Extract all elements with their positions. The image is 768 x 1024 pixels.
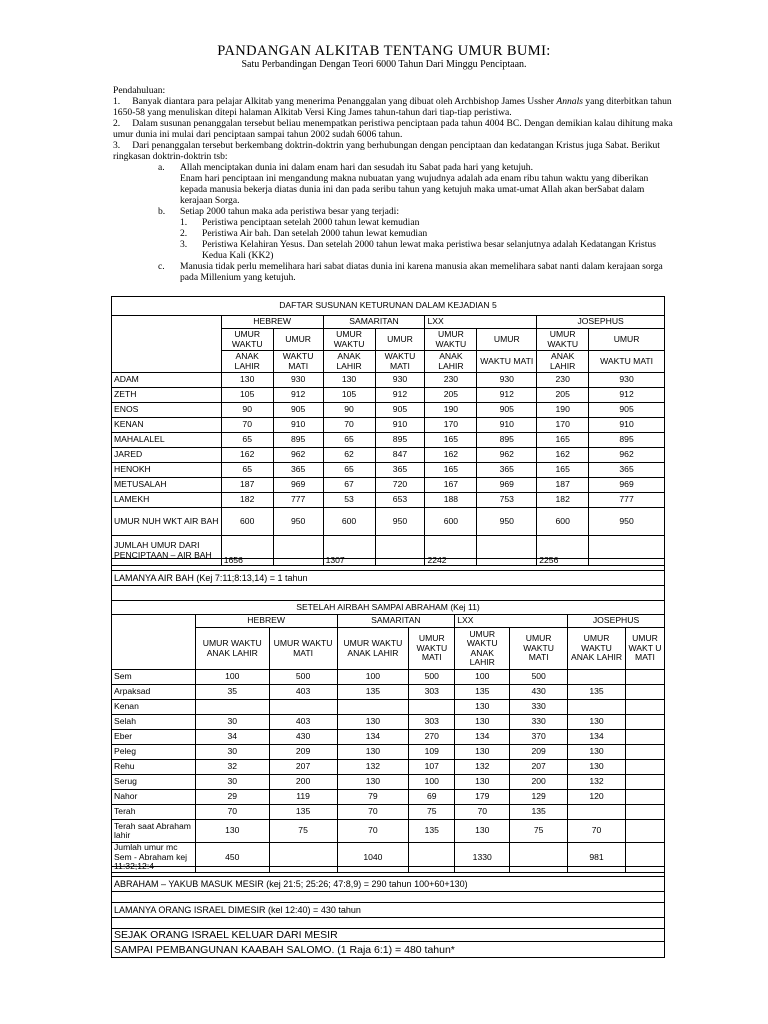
table-row: [112, 820, 665, 843]
table-cell: 69: [409, 790, 455, 805]
table2-sub: UMUR WAKTU MATI: [510, 628, 568, 670]
table-cell: 32: [195, 760, 269, 775]
row-label: HENOKH: [112, 463, 222, 478]
spacer-row: [111, 585, 665, 601]
table2-body: [112, 670, 665, 843]
b1-text: Peristiwa penciptaan setelah 2000 tahun lewat kemudian: [202, 217, 420, 228]
table-cell: 90: [323, 403, 375, 418]
table-cell: 205: [425, 388, 477, 403]
row-label: Arpaksad: [112, 685, 196, 700]
table-cell: 969: [589, 478, 665, 493]
table1-nuh-label: UMUR NUH WKT AIR BAH: [112, 508, 222, 536]
row-label: Serug: [112, 775, 196, 790]
table1-group: JOSEPHUS: [537, 316, 665, 329]
table-cell: 905: [375, 403, 425, 418]
table-cell: 65: [221, 433, 273, 448]
table2-title: SETELAH AIRBAH SAMPAI ABRAHAM (Kej 11): [112, 601, 665, 615]
table-cell: 165: [425, 463, 477, 478]
table-cell: 962: [477, 448, 537, 463]
table-cell: [568, 670, 626, 685]
table1-sub1: UMUR: [477, 329, 537, 351]
table-cell: 653: [375, 493, 425, 508]
row-label: ZETH: [112, 388, 222, 403]
table2-group: LXX: [455, 615, 568, 628]
table-cell: 753: [477, 493, 537, 508]
table2-sub: UMUR WAKTU MATI: [409, 628, 455, 670]
table-cell: 162: [221, 448, 273, 463]
table-row: [112, 478, 665, 493]
table-cell: 130: [568, 760, 626, 775]
table-cell: 79: [337, 790, 409, 805]
table-cell: 209: [269, 745, 337, 760]
table-cell: 403: [269, 685, 337, 700]
table-cell: [625, 805, 664, 820]
table-cell: 1330: [455, 843, 510, 873]
point-b-line: Setiap 2000 tahun maka ada peristiwa besar yang terjadi:: [180, 206, 399, 217]
table2-group: SAMARITAN: [337, 615, 455, 628]
table-cell: 187: [537, 478, 589, 493]
table-cell: 119: [269, 790, 337, 805]
row-label: Terah: [112, 805, 196, 820]
point-a: [113, 162, 673, 173]
table-cell: 130: [568, 745, 626, 760]
table-cell: 70: [337, 820, 409, 843]
table-cell: [625, 820, 664, 843]
table1-group: HEBREW: [221, 316, 323, 329]
table1-sub1: UMUR: [273, 329, 323, 351]
table-cell: 135: [337, 685, 409, 700]
table-cell: [625, 700, 664, 715]
table-cell: 182: [221, 493, 273, 508]
table-cell: 905: [589, 403, 665, 418]
table-row: [112, 715, 665, 730]
table-cell: 912: [589, 388, 665, 403]
genealogy-table-kej5: [111, 296, 665, 566]
table-cell: 270: [409, 730, 455, 745]
table2-sub: UMUR WAKT U MATI: [625, 628, 664, 670]
table-cell: 129: [510, 790, 568, 805]
table-cell: 65: [323, 463, 375, 478]
p1-text-b: yang diterbitkan tahun 1650-58 yang menuliskan ditepi halaman Alkitab Versi King James tahun-tahun dari tiap-tiap peristiwa.: [113, 96, 672, 118]
table1-group: LXX: [425, 316, 537, 329]
table-cell: 200: [510, 775, 568, 790]
table-row: [112, 670, 665, 685]
table-cell: 895: [589, 433, 665, 448]
intro-paragraph-2: [113, 118, 673, 140]
table-cell: 132: [568, 775, 626, 790]
row-label: METUSALAH: [112, 478, 222, 493]
table-cell: 950: [477, 508, 537, 536]
table-cell: 130: [337, 715, 409, 730]
row-label: Peleg: [112, 745, 196, 760]
table-row: [112, 685, 665, 700]
table1-sub2: WAKTU MATI: [589, 351, 665, 373]
table-cell: 162: [537, 448, 589, 463]
table1-body: [112, 373, 665, 508]
intro-paragraph-1: [113, 96, 673, 118]
table-cell: 130: [221, 373, 273, 388]
table-cell: 130: [337, 775, 409, 790]
table-cell: 930: [589, 373, 665, 388]
table-cell: [625, 775, 664, 790]
table-cell: 430: [269, 730, 337, 745]
point-a-label: a.: [158, 162, 165, 173]
table-cell: 969: [477, 478, 537, 493]
table1-sub1: UMUR: [375, 329, 425, 351]
table-cell: [625, 730, 664, 745]
table-cell: 1040: [337, 843, 409, 873]
table-cell: 132: [337, 760, 409, 775]
table1-group: SAMARITAN: [323, 316, 425, 329]
row-label: Nahor: [112, 790, 196, 805]
table-cell: 205: [537, 388, 589, 403]
table-cell: 905: [477, 403, 537, 418]
row-label: Sem: [112, 670, 196, 685]
table-cell: 200: [269, 775, 337, 790]
table1-title: DAFTAR SUSUNAN KETURUNAN DALAM KEJADIAN 5: [112, 297, 665, 316]
table-cell: 777: [589, 493, 665, 508]
table-cell: 895: [375, 433, 425, 448]
table-row: [112, 790, 665, 805]
table1-sub2: WAKTU MATI: [477, 351, 537, 373]
page-title: PANDANGAN ALKITAB TENTANG UMUR BUMI:: [217, 43, 551, 59]
table-cell: 165: [425, 433, 477, 448]
row-label: ENOS: [112, 403, 222, 418]
table-cell: 500: [269, 670, 337, 685]
table-cell: 132: [455, 760, 510, 775]
table-cell: 100: [455, 670, 510, 685]
table2-sub: UMUR WAKTU ANAK LAHIR: [568, 628, 626, 670]
table-row: [112, 403, 665, 418]
table-cell: 170: [425, 418, 477, 433]
table-cell: [409, 700, 455, 715]
table-cell: 190: [425, 403, 477, 418]
table-cell: 65: [221, 463, 273, 478]
table-cell: 950: [375, 508, 425, 536]
table2-total-label: Jumlah umur mc Sem - Abraham kej 11:32;12:4: [112, 843, 196, 873]
point-b3: [113, 239, 673, 261]
table-cell: 777: [273, 493, 323, 508]
row-label: JARED: [112, 448, 222, 463]
table-cell: 120: [568, 790, 626, 805]
table-cell: 895: [273, 433, 323, 448]
table-cell: 1656: [221, 536, 273, 566]
table2-group: JOSEPHUS: [568, 615, 665, 628]
table-row: [112, 418, 665, 433]
table1-sub1: UMUR WAKTU: [537, 329, 589, 351]
table-cell: 905: [273, 403, 323, 418]
table-cell: 30: [195, 745, 269, 760]
table-cell: 365: [273, 463, 323, 478]
table-row: [112, 493, 665, 508]
table-cell: 600: [323, 508, 375, 536]
table-cell: 962: [273, 448, 323, 463]
table-row: [112, 373, 665, 388]
b3-number: 3.: [180, 239, 188, 250]
sampai-line: SAMPAI PEMBANGUNAN KAABAH SALOMO. (1 Raja 6:1) = 480 tahun*: [111, 941, 665, 958]
table-cell: 847: [375, 448, 425, 463]
table-cell: 912: [375, 388, 425, 403]
table-row: [112, 745, 665, 760]
table-cell: 134: [568, 730, 626, 745]
table-cell: [337, 700, 409, 715]
table2-sub: UMUR WAKTU ANAK LAHIR: [195, 628, 269, 670]
point-b: [113, 206, 673, 217]
table-cell: 981: [568, 843, 626, 873]
table-cell: 912: [477, 388, 537, 403]
table-cell: 365: [589, 463, 665, 478]
table-cell: 2242: [425, 536, 477, 566]
table-cell: 190: [537, 403, 589, 418]
table-cell: 500: [409, 670, 455, 685]
point-a-line2: Enam hari penciptaan ini mengandung makna nubuatan yang wujudnya adalah ada enam ribu tahun waktu yang diberikan kepada manusia bekerja diatas dunia ini dan pada seribu tahun yang ketujuh maka umat-umat Allah akan berSabat dalam kerajaan Sorga.: [180, 173, 649, 206]
table-row: [112, 700, 665, 715]
table-cell: 165: [537, 433, 589, 448]
intro-paragraph-3: [113, 140, 673, 162]
table-cell: 930: [477, 373, 537, 388]
table-cell: 230: [537, 373, 589, 388]
table-cell: 135: [409, 820, 455, 843]
p1-italic: Annals: [556, 96, 583, 107]
table-cell: 75: [510, 820, 568, 843]
table-row: [112, 760, 665, 775]
table-cell: 910: [589, 418, 665, 433]
table-cell: 207: [510, 760, 568, 775]
table-cell: 207: [269, 760, 337, 775]
table-cell: 134: [337, 730, 409, 745]
point-a-line1: Allah menciptakan dunia ini dalam enam hari dan sesudah itu Sabat pada hari yang ketujuh.: [180, 162, 533, 173]
page-subtitle: Satu Perbandingan Dengan Teori 6000 Tahun Dari Minggu Penciptaan.: [241, 59, 527, 70]
table1-sub1: UMUR WAKTU: [221, 329, 273, 351]
table-cell: 67: [323, 478, 375, 493]
table-cell: 930: [375, 373, 425, 388]
table-cell: [625, 670, 664, 685]
table-cell: 35: [195, 685, 269, 700]
table-cell: 75: [269, 820, 337, 843]
table-cell: 90: [221, 403, 273, 418]
table-cell: 130: [455, 820, 510, 843]
table-cell: 135: [568, 685, 626, 700]
table-cell: 165: [537, 463, 589, 478]
table1-sub1: UMUR WAKTU: [323, 329, 375, 351]
table-cell: 70: [323, 418, 375, 433]
table-cell: 209: [510, 745, 568, 760]
row-label: Terah saat Abraham lahir: [112, 820, 196, 843]
point-b-label: b.: [158, 206, 166, 217]
table-cell: [625, 790, 664, 805]
point-c-line: Manusia tidak perlu memelihara hari sabat diatas dunia ini karena manusia akan memelihara sabat nanti dalam kerajaan sorga pada Millenium yang ketujuh.: [180, 261, 663, 283]
table-cell: 62: [323, 448, 375, 463]
table-cell: 130: [323, 373, 375, 388]
row-label: LAMEKH: [112, 493, 222, 508]
row-label: Selah: [112, 715, 196, 730]
table2-corner: [112, 615, 196, 670]
table-cell: 720: [375, 478, 425, 493]
table-cell: 130: [455, 700, 510, 715]
table-cell: 105: [221, 388, 273, 403]
table1-sub1: UMUR WAKTU: [425, 329, 477, 351]
table-cell: 30: [195, 715, 269, 730]
p2-number: 2.: [113, 118, 121, 129]
table-cell: 70: [195, 805, 269, 820]
row-label: ADAM: [112, 373, 222, 388]
israel-line: LAMANYA ORANG ISRAEL DIMESIR (kel 12:40) = 430 tahun: [111, 902, 665, 918]
table-cell: 135: [269, 805, 337, 820]
table-cell: 365: [375, 463, 425, 478]
table-cell: 105: [323, 388, 375, 403]
table1-sub2: ANAK LAHIR: [323, 351, 375, 373]
table-cell: 34: [195, 730, 269, 745]
table-cell: 130: [195, 820, 269, 843]
table-row: [112, 433, 665, 448]
table-cell: 912: [273, 388, 323, 403]
table-cell: 600: [425, 508, 477, 536]
table1-corner: [112, 316, 222, 373]
table-cell: [625, 745, 664, 760]
intro-heading: Pendahuluan:: [113, 85, 166, 96]
table2-sub: UMUR WAKTU ANAK LAHIR: [337, 628, 409, 670]
table-cell: 30: [195, 775, 269, 790]
table-cell: 179: [455, 790, 510, 805]
table1-sub1: UMUR: [589, 329, 665, 351]
table-cell: 969: [273, 478, 323, 493]
table-cell: 100: [409, 775, 455, 790]
sejak-line: SEJAK ORANG ISRAEL KELUAR DARI MESIR: [111, 928, 665, 942]
table-cell: 134: [455, 730, 510, 745]
table-cell: 100: [337, 670, 409, 685]
table-cell: 330: [510, 700, 568, 715]
table-cell: 330: [510, 715, 568, 730]
table-cell: 600: [221, 508, 273, 536]
b2-number: 2.: [180, 228, 188, 239]
table1-sub2: WAKTU MATI: [375, 351, 425, 373]
table2-group: HEBREW: [195, 615, 337, 628]
table1-sub2: ANAK LAHIR: [425, 351, 477, 373]
table-cell: [625, 715, 664, 730]
row-label: Eber: [112, 730, 196, 745]
table-cell: 53: [323, 493, 375, 508]
table-cell: 130: [568, 715, 626, 730]
table-cell: 600: [537, 508, 589, 536]
row-label: KENAN: [112, 418, 222, 433]
table-cell: 130: [455, 715, 510, 730]
table-cell: 950: [589, 508, 665, 536]
table-cell: 70: [568, 820, 626, 843]
table1-sub2: ANAK LAHIR: [221, 351, 273, 373]
table-cell: 950: [273, 508, 323, 536]
table-cell: 167: [425, 478, 477, 493]
p3-text: Dari penanggalan tersebut berkembang doktrin-doktrin yang berhubungan dengan penciptaan dan kedatangan Kristus juga Sabat. Berikut ringkasan doktrin-doktrin tsb:: [113, 140, 660, 162]
table-row: [112, 805, 665, 820]
table-cell: 135: [510, 805, 568, 820]
table1-sub2: ANAK LAHIR: [537, 351, 589, 373]
airbah-line: LAMANYA AIR BAH (Kej 7:11;8:13,14) = 1 tahun: [111, 570, 665, 586]
table-cell: [195, 700, 269, 715]
table-cell: 962: [589, 448, 665, 463]
p1-number: 1.: [113, 96, 121, 107]
table-cell: 450: [195, 843, 269, 873]
table-cell: 403: [269, 715, 337, 730]
table-cell: 230: [425, 373, 477, 388]
table-cell: 365: [477, 463, 537, 478]
intro-section: [113, 85, 673, 283]
row-label: Kenan: [112, 700, 196, 715]
table-cell: 930: [273, 373, 323, 388]
table-cell: 303: [409, 685, 455, 700]
point-b1: [113, 217, 673, 228]
b3-text: Peristiwa Kelahiran Yesus. Dan setelah 2000 tahun lewat maka peristiwa besar selanjutnya adalah Kedatangan Kristus Kedua Kali (KK2): [202, 239, 656, 261]
b1-number: 1.: [180, 217, 188, 228]
table-cell: 187: [221, 478, 273, 493]
table-cell: [568, 805, 626, 820]
p2-text: Dalam susunan penanggalan tersebut beliau menempatkan peristiwa penciptaan pada tahun 4004 BC. Dengan demikian kalau dihitung maka umur dunia ini mulai dari penciptaan sampai tahun 2002 sudah 6006 tahun.: [113, 118, 673, 140]
p1-text-a: Banyak diantara para pelajar Alkitab yang menerima Penanggalan yang dibuat oleh Archbishop James Ussher: [132, 96, 557, 107]
table-cell: 70: [221, 418, 273, 433]
table1-sub2: WAKTU MATI: [273, 351, 323, 373]
table1-total-label: JUMLAH UMUR DARI PENCIPTAAN – AIR BAH: [112, 536, 222, 566]
table-cell: 70: [337, 805, 409, 820]
table-cell: 2256: [537, 536, 589, 566]
point-c-label: c.: [158, 261, 165, 272]
table-row: [112, 775, 665, 790]
table-cell: 500: [510, 670, 568, 685]
table-cell: 188: [425, 493, 477, 508]
p3-number: 3.: [113, 140, 121, 151]
row-label: Rehu: [112, 760, 196, 775]
table-cell: 130: [337, 745, 409, 760]
table-row: [112, 448, 665, 463]
table-cell: 135: [455, 685, 510, 700]
table-cell: 162: [425, 448, 477, 463]
table-cell: 910: [375, 418, 425, 433]
table-cell: 910: [273, 418, 323, 433]
table-cell: 430: [510, 685, 568, 700]
row-label: MAHALALEL: [112, 433, 222, 448]
table-cell: 107: [409, 760, 455, 775]
table-cell: 370: [510, 730, 568, 745]
table-cell: 182: [537, 493, 589, 508]
table-row: [112, 730, 665, 745]
table-cell: [269, 700, 337, 715]
table-cell: 100: [195, 670, 269, 685]
table-cell: 70: [455, 805, 510, 820]
table-cell: 65: [323, 433, 375, 448]
abraham-line: ABRAHAM – YAKUB MASUK MESIR (kej 21:5; 25:26; 47:8,9) = 290 tahun 100+60+130): [111, 876, 665, 892]
table-cell: [625, 685, 664, 700]
table-cell: 130: [455, 775, 510, 790]
table-cell: 130: [455, 745, 510, 760]
table-cell: 1307: [323, 536, 375, 566]
point-c: [113, 261, 673, 283]
table-cell: 303: [409, 715, 455, 730]
table2-sub: UMUR WAKTU MATI: [269, 628, 337, 670]
b2-text: Peristiwa Air bah. Dan setelah 2000 tahun lewat kemudian: [202, 228, 428, 239]
table-cell: 75: [409, 805, 455, 820]
table-cell: 895: [477, 433, 537, 448]
point-b2: [113, 228, 673, 239]
genealogy-table-kej11: [111, 600, 665, 873]
table-row: [112, 388, 665, 403]
table2-sub: UMUR WAKTU ANAK LAHIR: [455, 628, 510, 670]
table-row: [112, 463, 665, 478]
table-cell: 170: [537, 418, 589, 433]
table-cell: [568, 700, 626, 715]
table-cell: 29: [195, 790, 269, 805]
table-cell: 910: [477, 418, 537, 433]
table-cell: [625, 760, 664, 775]
table-cell: 109: [409, 745, 455, 760]
